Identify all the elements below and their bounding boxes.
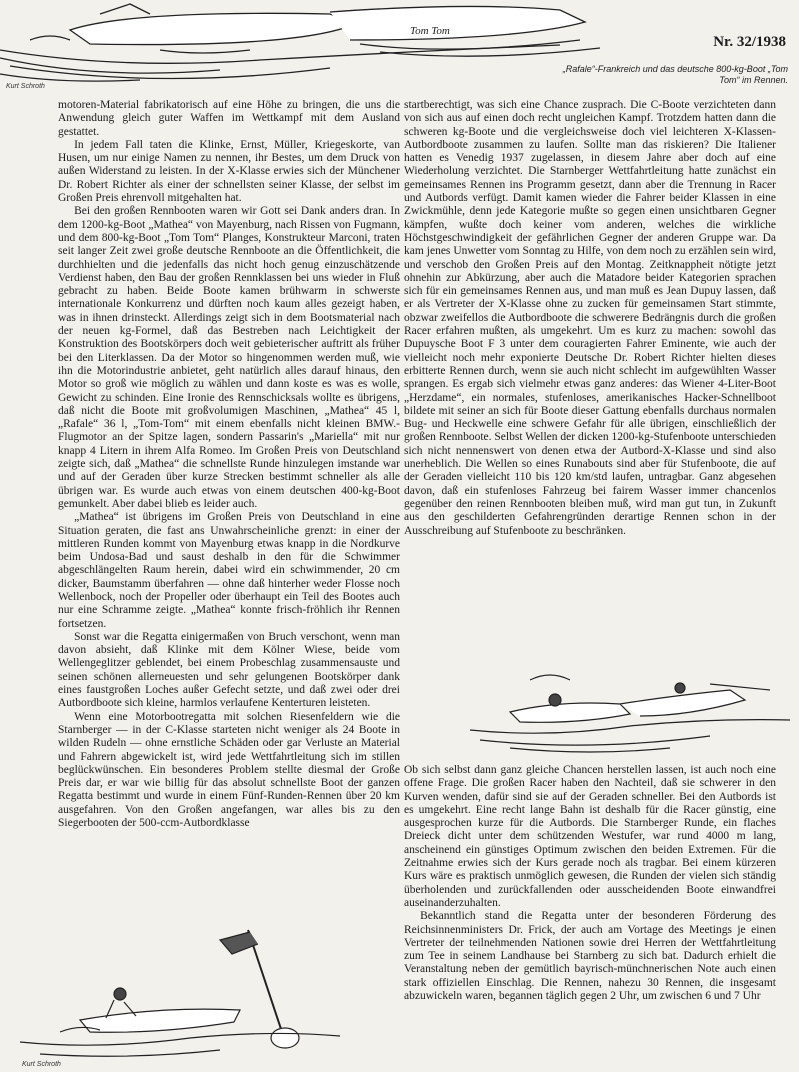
paragraph: In jedem Fall taten die Klinke, Ernst, Müller, Kriegeskorte, van Husen, um nur einige Namen zu nennen, ihr Bestes, um dem Druck von außen Widerstand zu leisten. In der X-Klasse erwies sich der Münchener Dr. Robert Richter als einer der schnellsten seiner Klasse, der selbst im Großen Preis ehrenvoll mitgehalten hat. (58, 138, 400, 205)
article-column-right-top (404, 99, 776, 664)
racing-boats-sketch (0, 0, 660, 100)
paragraph: Bei den großen Rennbooten waren wir Gott sei Dank anders dran. In dem 1200-kg-Boot „Mathea“ von Mayenburg, nach Rissen von Fugmann, und dem 800-kg-Boot „Tom Tom“ Planges, Konstrukteur Marconi, traten seit langer Zeit zwei große deutsche Rennboote an die Öffentlichkeit, die durchhielten und die jedenfalls das nicht hoch genug einzuschätzende Verdienst haben, den Bau der großen Rennklassen bei uns wieder in Fluß gebracht zu haben. Beide Boote kamen brühwarm in schwerste internationale Konkurrenz und dürften noch kaum alles gezeigt haben, was in ihnen drinsteckt. Allerdings zeigt sich in dem Bootsmaterial nach der neuen kg-Formel, daß das Bestreben nach Leichtigkeit der Konstruktion des Bootskörpers doch weit gebieterischer auftritt als früher bei den Literklassen. Da der Motor so hingenommen werden muß, wie ihn die Motorindustrie anbietet, geht natürlich alles darauf hinaus, den Motor so groß wie möglich zu wählen und dann koste es was es wolle, Gewicht zu schinden. Eine Ironie des Rennschicksals wollte es übrigens, daß nicht die Boote mit großvolumigen Maschinen, „Mathea“ 45 l, „Rafale“ 36 l, „Tom-Tom“ mit einem ebenfalls nicht kleinen BMW.-Flugmotor an der Spitze lagen, sondern Passarin's „Mariella“ mit nur knapp 4 Litern in ihrem Alfa Romeo. Im Großen Preis von Deutschland zeigte sich, daß „Mathea“ die schnellste Runde hinzulegen imstande war und auf der Geraden über kurze Strecken bestimmt schneller als alle übrigen war. Es wurde auch etwas von einem deutschen 400-kg-Boot gemunkelt. Aber dabei blieb es leider auch. (58, 205, 400, 510)
article-column-right-bottom (404, 764, 776, 1064)
paragraph: motoren-Material fabrikatorisch auf eine Höhe zu bringen, die uns die Anwendung gleich guter Waffen im Wettkampf mit dem Ausland gestattet. (58, 99, 400, 138)
artist-signature: Kurt Schroth (6, 83, 45, 90)
paragraph: Ob sich selbst dann ganz gleiche Chancen herstellen lassen, ist auch noch eine offene Frage. Die großen Racer haben den Nachteil, daß sie schwerer in den Kurven wenden, dafür sind sie auf der Geraden schneller. Bei den Autbords ist es umgekehrt. Eine recht lange Bahn ist deshalb für die Racer günstig, eine ausgesprochen kurze für die Autbords. Die Starnberger Runde, ein flaches Dreieck dicht unter dem schützenden Westufer, war rund 4000 m lang, anscheinend ein günstiges Optimum zwischen den beiden Extremen. Für die Zeitnahme erwies sich der Kurs gerade noch als tragbar. Bei einem kürzeren Kurs wäre es praktisch unmöglich gewesen, die Runden der vielen sich ständig überholenden und zurückfallenden oder ausscheidenden Boote einwandfrei auseinanderzuhalten. (404, 764, 776, 909)
image-caption: „Rafale“-Frankreich und das deutsche 800-kg-Boot „Tom Tom“ im Rennen. (562, 64, 788, 85)
paragraph: Sonst war die Regatta einigermaßen von Bruch verschont, wenn man davon absieht, daß Klinke mit dem Kölner Wiese, beide vom Wellengeglitzer geblendet, bei einem Probeschlag zusammensauste und seinen schönen allerneuesten und sehr gelungenen Bootskörper dank eines faustgroßen Loches außer Gefecht setzte, und daß zwei oder drei Autbordboote sich kleine, harmlos verlaufene Kenterturen leisteten. (58, 630, 400, 710)
outboard-racers-sketch (470, 660, 790, 760)
paragraph: startberechtigt, was sich eine Chance zusprach. Die C-Boote verzichteten dann von sich aus auf einen doch recht ungleichen Kampf. Trotzdem hatten dann die schweren kg-Boote und die vergleichsweise doch viel leichteren X-Klassen-Autbordboote zusammen zu laufen. Sollte man das riskieren? Die Italiener hatten es Venedig 1937 zugelassen, in diesem Jahre aber doch auf eine Wiederholung verzichtet. Die Starnberger Wettfahrtleitung hatte zunächst ein gemeinsames Rennen ins Programm gesetzt, dann aber die Trennung in Racer und Autbords verfügt. Damit kamen wieder die Fahrer beider Klassen in eine Zwickmühle, denn jede Kategorie mußte so gegen einen unsichtbaren Gegner kämpfen, wußte doch keiner vom anderen, welches die wirkliche Höchstgeschwindigkeit der gefährlichen Gegner der anderen Gruppe war. Da kam jenes Unwetter vom Sonntag zu Hilfe, von dem noch zu erzählen sein wird, und verschob den Großen Preis auf den Montag. Zeitknappheit nötigte jetzt ohnehin zur Abkürzung, aber auch die Matadore beider Kategorien sprachen sich für ein gemeinsames Rennen aus, und man muß es Jean Dupuy lassen, daß er als Vertreter der X-Klasse ohne zu zucken für gemeinsamen Start stimmte, obzwar zweifellos die Autbordboote die schwerere Bedrängnis durch die großen Racer erfahren mußten, als umgekehrt. Um es kurz zu machen: sowohl das Dupuysche Boot F 3 unter dem couragierten Fahrer Eminente, wie auch der vielleicht noch mehr exponierte Deutsche Dr. Robert Richter hielten dieses erbitterte Rennen durch, wenn sie auch nicht schlecht im aufgewühlten Wasser sprangen. Es ergab sich vielmehr etwas ganz anderes: das Wiener 4-Liter-Boot „Herzdame“, ein normales, stufenloses, amerikanisches Hacker-Schnellboot bildete mit seiner an sich für Boote dieser Gattung ebenfalls durchaus normalen Bug- und Heckwelle eine schwere Gefahr für alle übrigen, einschließlich der großen Rennboote. Selbst Wellen der dicken 1200-kg-Stufenboote unterschieden sich nicht nennenswert von denen etwa der Autbord-X-Klasse und sind also unerheblich. Die Wellen so eines Runabouts sind aber für Stufenboote, die auf der Geraden vielleicht 110 bis 120 km/std laufen, untragbar. Ganz abgesehen davon, daß ein stufenloses Fahrzeug bei fairem Wasser immer chancenlos gegenüber den reinen Rennbooten bleiben muß, wird man gut tun, in Zukunft aus den geschilderten Gefahrengründen derartige Rennen schon in der Ausschreibung auf Stufenboote zu beschränken. (404, 99, 776, 537)
paragraph: Bekanntlich stand die Regatta unter der besonderen Förderung des Reichsinnenministers Dr. Frick, der auch am Vortage des Meetings je einen Vertreter der teilnehmenden Nationen sowie drei Herren der Wettfahrtleitung zum Tee in seinem Landhause bei Starnberg zu sich bat. Dadurch erhielt die Veranstaltung neben der gemütlich bayrisch-münchnerischen Note auch einen stark offiziellen Einschlag. Die Rennen, nahezu 30 Rennen, die insgesamt abzuwickeln waren, begannen täglich gegen 2 Uhr, um zwischen 6 und 7 Uhr (404, 910, 776, 1003)
page-number: Nr. 32/1938 (713, 34, 786, 50)
boat-lettering: Tom Tom (410, 25, 450, 37)
boat-buoy-sketch (20, 910, 340, 1070)
article-column-left (58, 99, 400, 898)
artist-signature: Kurt Schroth (22, 1061, 61, 1068)
paragraph: „Mathea“ ist übrigens im Großen Preis von Deutschland in eine Situation geraten, die fast ans Unwahrscheinliche grenzt: in einer der mittleren Runden kommt von Mayenburg etwas knapp in die Nordkurve beim Undosa-Bad und saust deshalb in den für die Schwimmer abgeschlängelten Raum herein, dabei wird ein schwimmender, 20 cm dicker, Baumstamm überfahren — ohne daß hinterher weder Flosse noch Wellenbock, noch der Propeller oder überhaupt ein Teil des Bootes auch nur eine Schramme zeigte. „Mathea“ konnte frisch-fröhlich ihr Rennen fortsetzen. (58, 511, 400, 630)
paragraph: Wenn eine Motorbootregatta mit solchen Riesenfeldern wie die Starnberger — in der C-Klasse starteten nicht weniger als 24 Boote in wilden Rudeln — ohne ernstliche Schäden oder gar Verluste an Material und Fahrern abgewickelt ist, wird jede Wettfahrtleitung sich im stillen beglückwünschen. Ein besonderes Problem stellte diesmal der Große Preis dar, er war wie billig für das absolut schnellste Boot der ganzen Regatta bestimmt und wurde in einem Fünf-Runden-Rennen über 20 km ausgefahren. Von den Großen angefangen, war alles bis zu den Siegerbooten der 500-ccm-Autbordklasse (58, 710, 400, 830)
